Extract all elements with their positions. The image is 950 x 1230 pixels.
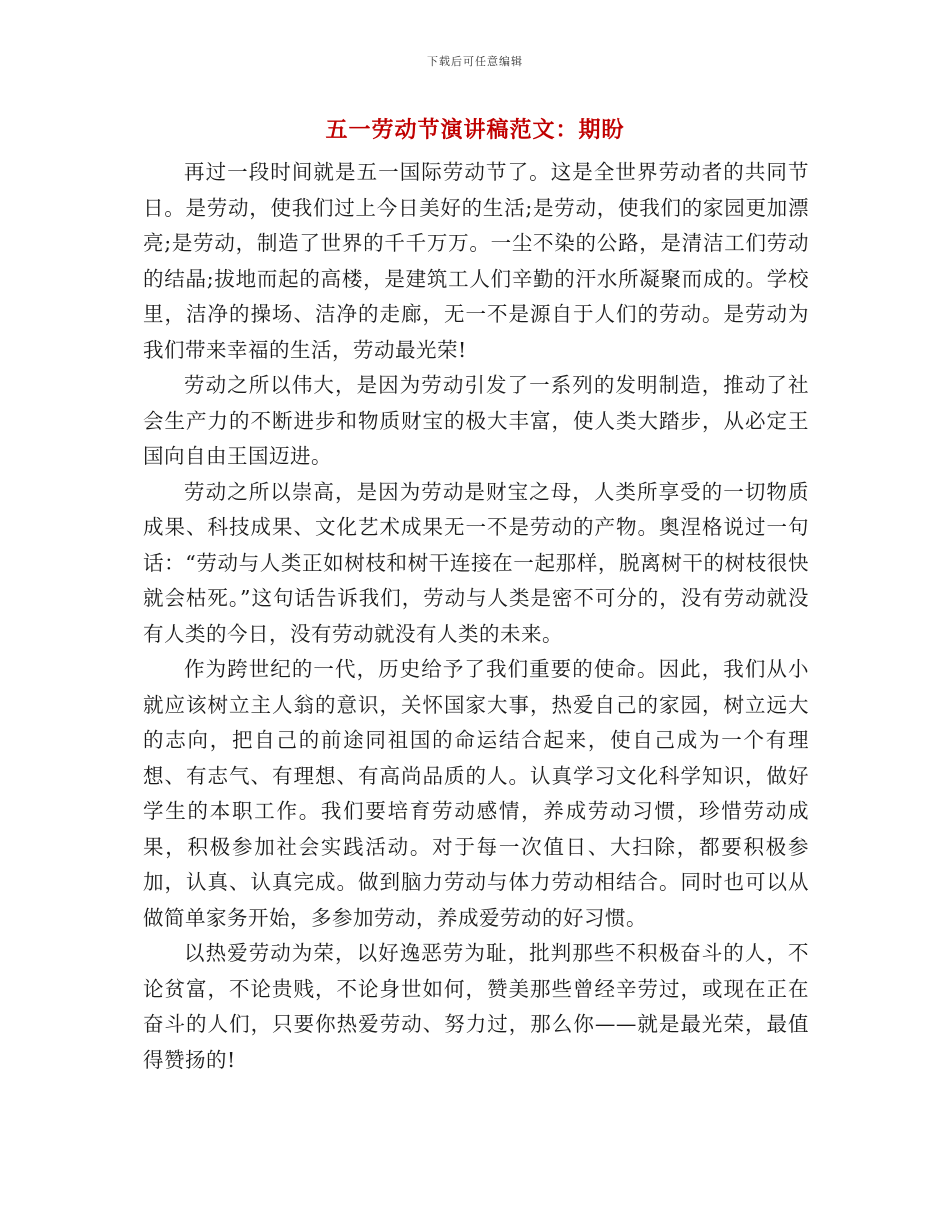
paragraph-4: 作为跨世纪的一代，历史给予了我们重要的使命。因此，我们从小就应该树立主人翁的意识，关怀国家大事，热爱自己的家园，树立远大的志向，把自己的前途同祖国的命运结合起来，使自己成为一个有理想、有志气、有理想、有高尚品质的人。认真学习文化科学知识，做好学生的本职工作。我们要培育劳动感情，养成劳动习惯，珍惜劳动成果，积极参加社会实践活动。对于每一次值日、大扫除，都要积极参加，认真、认真完成。做到脑力劳动与体力劳动相结合。同时也可以从做简单家务开始，多参加劳动，养成爱劳动的好习惯。 [143,657,809,930]
paragraph-1: 再过一段时间就是五一国际劳动节了。这是全世界劳动者的共同节日。是劳动，使我们过上今日美好的生活;是劳动，使我们的家园更加漂亮;是劳动，制造了世界的千千万万。一尘不染的公路，是清洁工们劳动的结晶;拔地而起的高楼，是建筑工人们辛勤的汗水所凝聚而成的。学校里，洁净的操场、洁净的走廊，无一不是源自于人们的劳动。是劳动为我们带来幸福的生活，劳动最光荣! [143,160,809,362]
paragraph-2: 劳动之所以伟大，是因为劳动引发了一系列的发明制造，推动了社会生产力的不断进步和物质财宝的极大丰富，使人类大踏步，从必定王国向自由王国迈进。 [143,373,809,468]
paragraph-3: 劳动之所以崇高，是因为劳动是财宝之母，人类所享受的一切物质成果、科技成果、文化艺术成果无一不是劳动的产物。奥涅格说过一句话：“劳动与人类正如树枝和树干连接在一起那样，脱离树干的树枝很快就会枯死。”这句话告诉我们，劳动与人类是密不可分的，没有劳动就没有人类的今日，没有劳动就没有人类的未来。 [143,479,809,646]
document-title: 五一劳动节演讲稿范文：期盼 [325,117,625,143]
header-note: 下载后可任意编辑 [427,55,523,68]
paragraph-5: 以热爱劳动为荣，以好逸恶劳为耻，批判那些不积极奋斗的人，不论贫富，不论贵贱，不论身世如何，赞美那些曾经辛劳过，或现在正在奋斗的人们，只要你热爱劳动、努力过，那么你——就是最光荣，最值得赞扬的! [143,941,809,1072]
document-body [143,155,809,1078]
